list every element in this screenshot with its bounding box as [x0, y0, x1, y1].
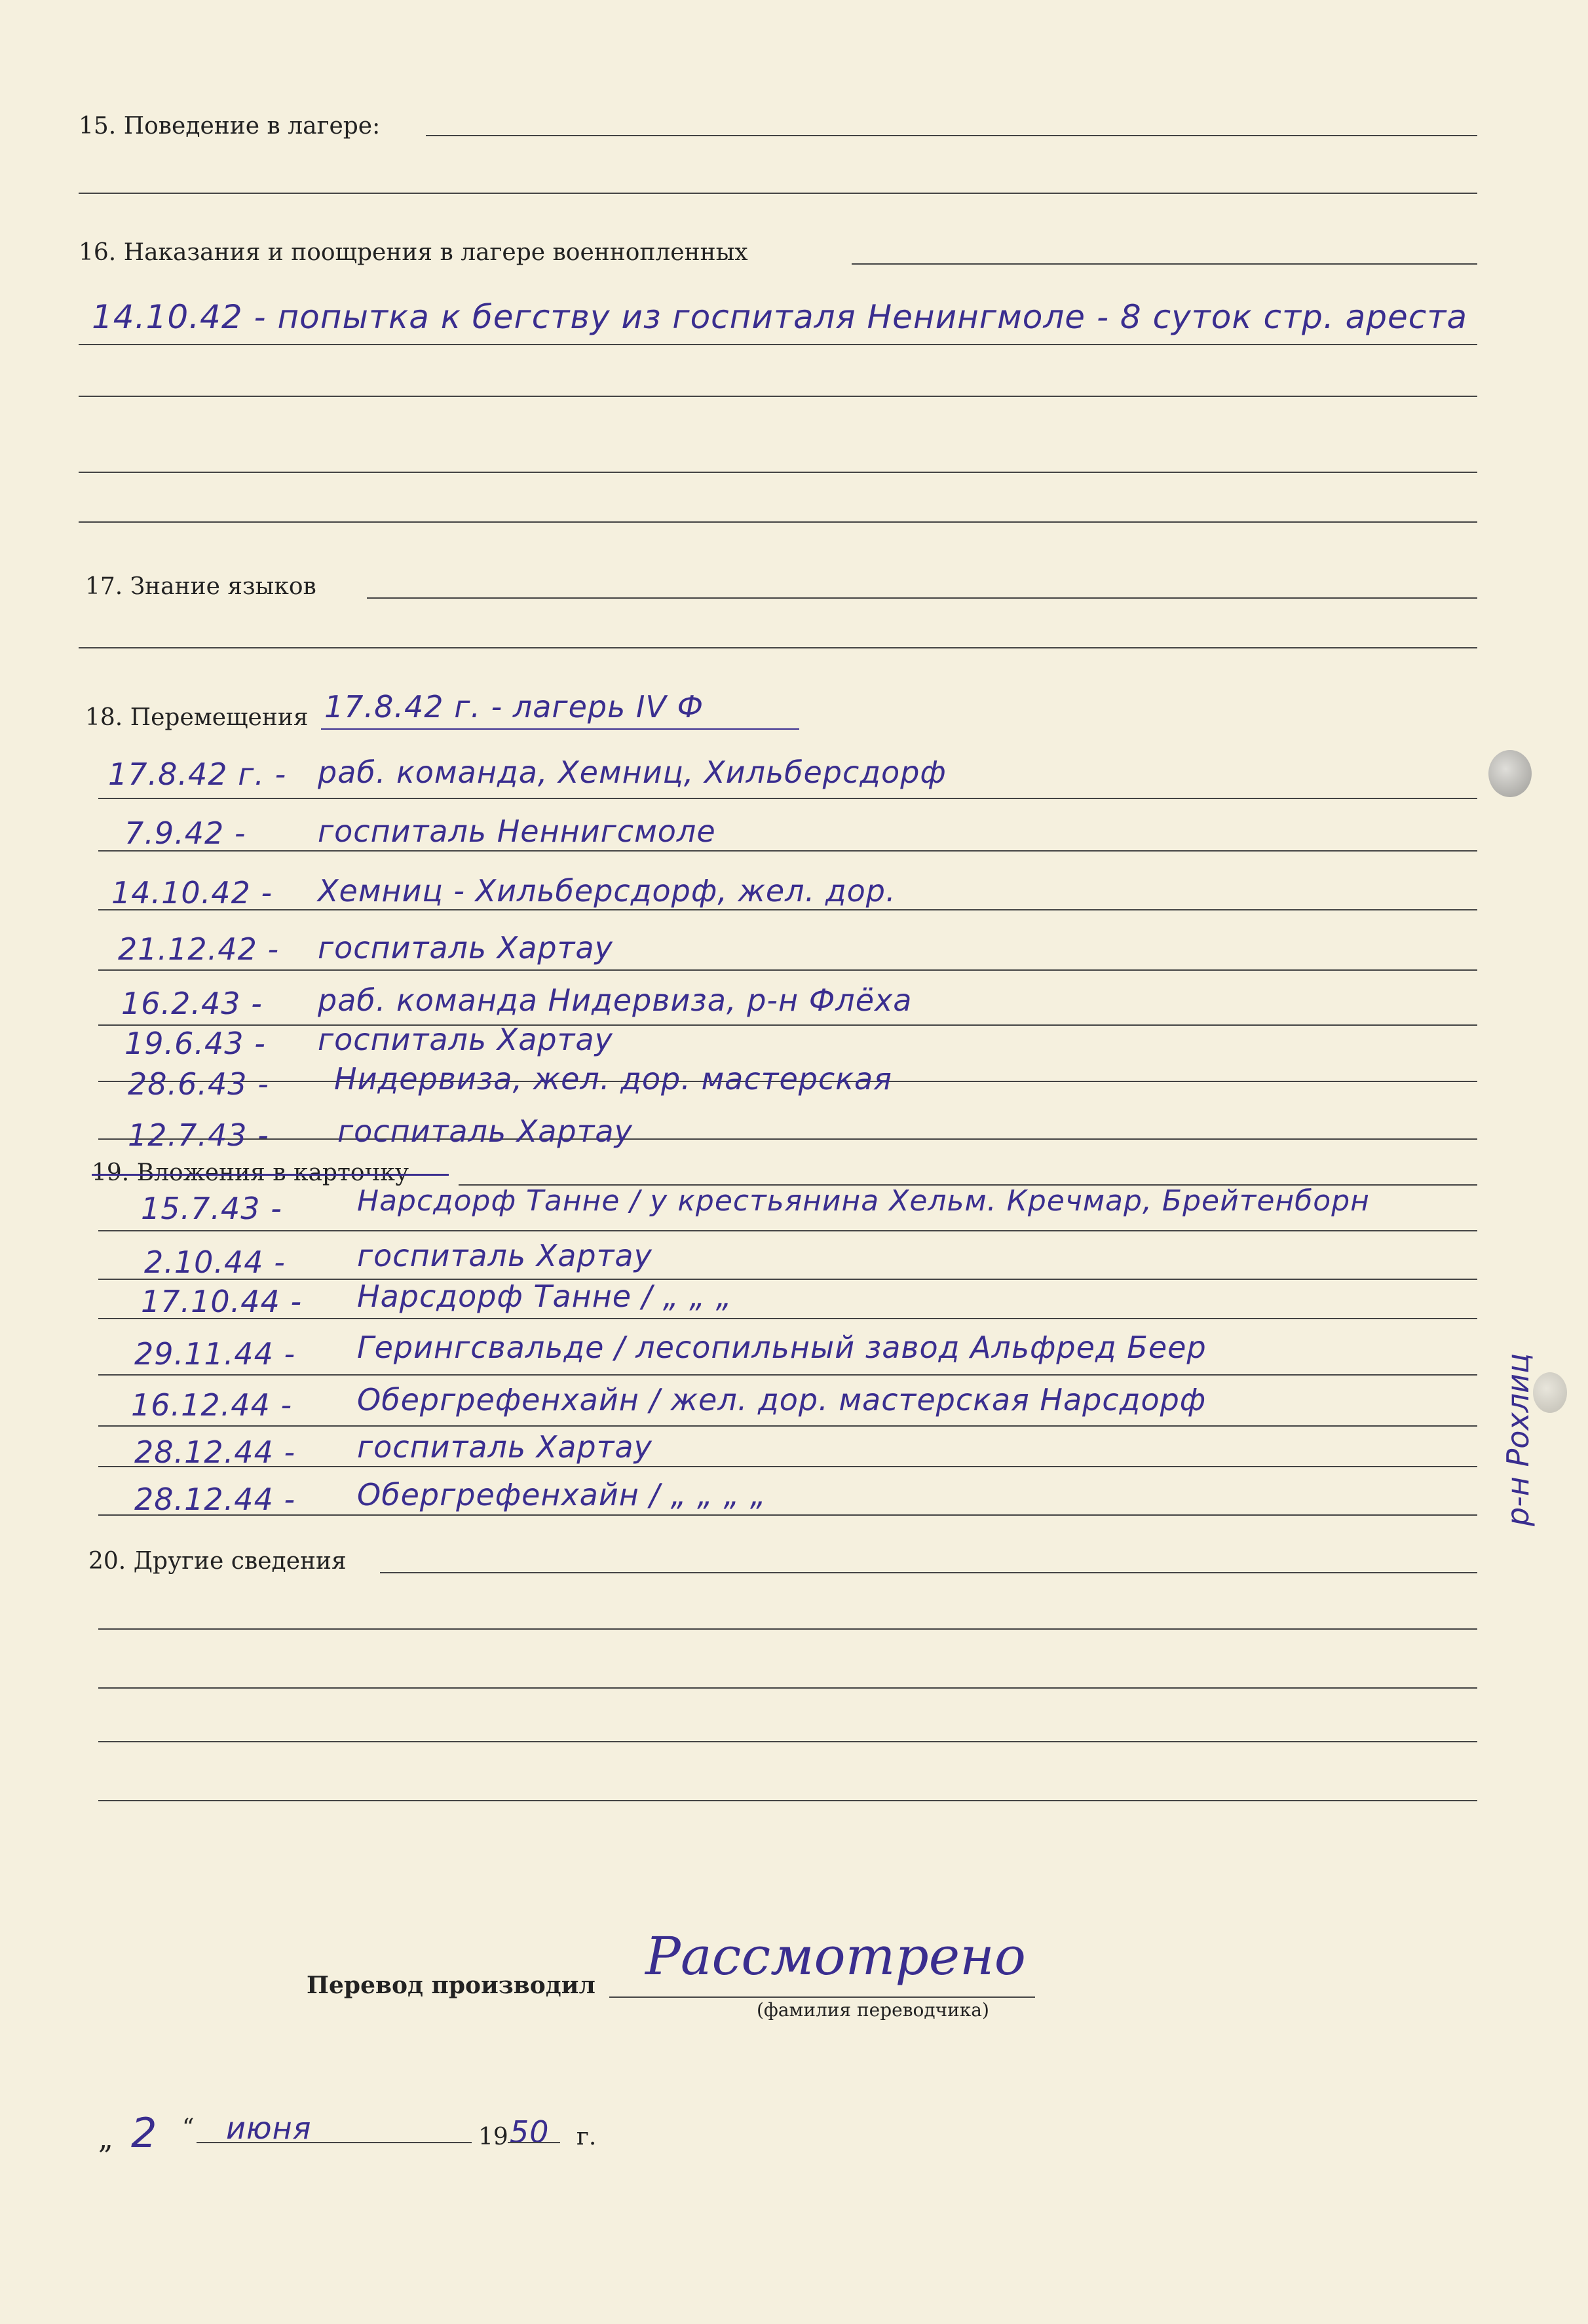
move-text-5: раб. команда Нидервиза, р-н Флёха: [318, 983, 913, 1018]
move-text-3: Хемниц - Хильберсдорф, жел. дор.: [318, 873, 896, 909]
move-date-7: 28.6.43 -: [128, 1066, 269, 1102]
move-date-1: 17.8.42 г. -: [108, 757, 287, 792]
move-date-6: 19.6.43 -: [124, 1026, 266, 1061]
move-line-7: [98, 1138, 1477, 1140]
move-line-2: [98, 850, 1477, 852]
item-20-line-5: [98, 1800, 1477, 1801]
item-16-line-2: [79, 344, 1477, 345]
move-line-10: [98, 1279, 1477, 1280]
translator-line: [609, 1996, 1035, 1998]
move-text-2: госпиталь Неннигсмоле: [318, 814, 716, 849]
translator-caption: (фамилия переводчика): [757, 1999, 989, 2021]
item-16-line: [852, 263, 1477, 265]
move-text-10: госпиталь Хартау: [357, 1238, 652, 1273]
item-16-line-3: [79, 396, 1477, 397]
move-text-13: Обергрефенхайн / жел. дор. мастерская Нарсдорф: [357, 1382, 1207, 1417]
move-date-8: 12.7.43 -: [128, 1117, 269, 1153]
move-date-11: 17.10.44 -: [141, 1284, 303, 1319]
move-date-14: 28.12.44 -: [134, 1434, 296, 1470]
move-text-4: госпиталь Хартау: [318, 930, 613, 965]
move-date-4: 21.12.42 -: [118, 931, 280, 967]
move-line-3: [98, 909, 1477, 910]
year-line: [508, 2142, 560, 2143]
move-line-4: [98, 969, 1477, 971]
move-date-13: 16.12.44 -: [131, 1387, 293, 1423]
move-line-11: [98, 1318, 1477, 1319]
punch-hole-2: [1533, 1372, 1567, 1413]
item-15-line: [426, 135, 1477, 136]
move-date-10: 2.10.44 -: [144, 1245, 286, 1280]
move-date-9: 15.7.43 -: [141, 1191, 282, 1226]
move-text-7: Нидервиза, жел. дор. мастерская: [334, 1061, 892, 1096]
item-20-line-3: [98, 1687, 1477, 1689]
item-20-label: 20. Другие сведения: [88, 1548, 347, 1575]
item-19-strike: [92, 1174, 449, 1176]
date-month-line: [197, 2142, 472, 2143]
move-text-8: госпиталь Хартау: [337, 1114, 633, 1149]
year-g: г.: [577, 2124, 597, 2150]
date-month: июня: [226, 2110, 312, 2146]
translator-label: Перевод производил: [307, 1972, 596, 1999]
move-line-14: [98, 1466, 1477, 1467]
move-date-15: 28.12.44 -: [134, 1482, 296, 1517]
item-18-first-entry: 17.8.42 г. - лагерь IV Ф: [324, 689, 704, 724]
item-16-line-4: [79, 472, 1477, 473]
year-prefix: 19: [478, 2124, 508, 2150]
move-date-12: 29.11.44 -: [134, 1336, 296, 1372]
date-day: 2: [131, 2109, 158, 2157]
move-line-15: [98, 1514, 1477, 1516]
move-date-5: 16.2.43 -: [121, 986, 263, 1021]
translator-signature: Рассмотрено: [645, 1926, 1026, 1987]
move-date-3: 14.10.42 -: [111, 875, 273, 910]
item-20-line: [380, 1572, 1477, 1573]
item-16-line-5: [79, 521, 1477, 523]
move-text-15: Обергрефенхайн / „ „ „ „: [357, 1477, 766, 1512]
item-20-line-4: [98, 1741, 1477, 1742]
move-text-9: Нарсдорф Танне / у крестьянина Хельм. Кречмар, Брейтенборн: [357, 1184, 1370, 1218]
date-open-quote: „: [98, 2122, 113, 2156]
item-16-entry: 14.10.42 - попытка к бегству из госпиталя Ненингмоле - 8 суток стр. ареста: [92, 298, 1468, 336]
punch-hole-1: [1488, 750, 1532, 797]
item-20-line-2: [98, 1628, 1477, 1630]
move-line-9: [98, 1230, 1477, 1231]
move-line-1: [98, 798, 1477, 799]
date-close-quote: “: [182, 2114, 195, 2141]
item-18-line: [321, 728, 799, 730]
item-16-label: 16. Наказания и поощрения в лагере военнопленных: [79, 239, 748, 266]
move-text-14: госпиталь Хартау: [357, 1429, 652, 1465]
move-text-6: госпиталь Хартау: [318, 1022, 613, 1057]
year-suffix: 50: [510, 2114, 550, 2150]
move-date-2: 7.9.42 -: [124, 815, 246, 851]
move-text-1: раб. команда, Хемниц, Хильберсдорф: [318, 755, 947, 790]
move-line-5: [98, 1024, 1477, 1026]
item-18-label: 18. Перемещения: [85, 704, 309, 731]
item-15-label: 15. Поведение в лагере:: [79, 113, 381, 140]
item-17-line-2: [79, 647, 1477, 648]
item-17-label: 17. Знание языков: [85, 573, 316, 600]
margin-note: р-н Рохлиц: [1500, 1353, 1536, 1526]
item-15-line-2: [79, 193, 1477, 194]
item-17-line: [367, 597, 1477, 599]
move-line-13: [98, 1425, 1477, 1427]
move-line-12: [98, 1374, 1477, 1376]
move-text-12: Герингсвальде / лесопильный завод Альфред Беер: [357, 1330, 1207, 1365]
move-text-11: Нарсдорф Танне / „ „ „: [357, 1279, 732, 1314]
item-19-label: 19. Вложения в карточку: [92, 1159, 409, 1186]
